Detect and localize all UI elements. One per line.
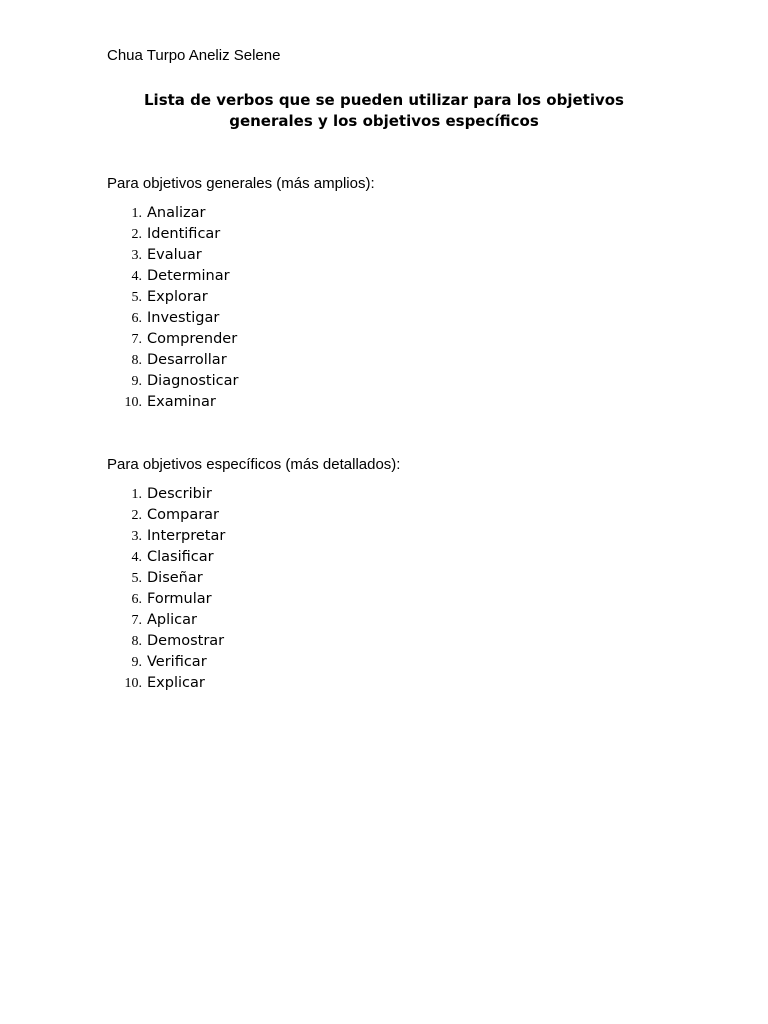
item-number: 7.: [131, 332, 142, 347]
item-number: 10.: [124, 676, 142, 691]
item-verb: Diagnosticar: [147, 373, 239, 389]
item-verb: Interpretar: [147, 528, 226, 544]
item-number: 4.: [131, 550, 142, 565]
list-item: [107, 568, 407, 589]
list-item: [107, 673, 407, 694]
list-item: [107, 245, 407, 266]
list-item: [107, 526, 407, 547]
general-objectives-intro: Para objetivos generales (más amplios):: [107, 175, 375, 192]
item-number: 3.: [131, 529, 142, 544]
item-number: 8.: [131, 353, 142, 368]
item-number: 6.: [131, 592, 142, 607]
list-item: [107, 652, 407, 673]
list-item: [107, 308, 407, 329]
item-verb: Explorar: [147, 289, 208, 305]
item-number: 3.: [131, 248, 142, 263]
list-item: [107, 547, 407, 568]
list-item: [107, 287, 407, 308]
item-number: 7.: [131, 613, 142, 628]
list-item: [107, 589, 407, 610]
item-verb: Explicar: [147, 675, 205, 691]
item-verb: Desarrollar: [147, 352, 227, 368]
item-verb: Determinar: [147, 268, 230, 284]
item-verb: Comprender: [147, 331, 238, 347]
item-verb: Examinar: [147, 394, 216, 410]
item-number: 6.: [131, 311, 142, 326]
item-verb: Analizar: [147, 205, 206, 221]
item-number: 9.: [131, 655, 142, 670]
item-verb: Verificar: [147, 654, 207, 670]
item-verb: Identificar: [147, 226, 221, 242]
list-item: [107, 350, 407, 371]
item-verb: Describir: [147, 486, 212, 502]
list-item: [107, 631, 407, 652]
list-item: [107, 505, 407, 526]
item-verb: Diseñar: [147, 570, 203, 586]
list-item: [107, 371, 407, 392]
item-verb: Formular: [147, 591, 212, 607]
item-number: 8.: [131, 634, 142, 649]
list-item: [107, 610, 407, 631]
list-item: [107, 203, 407, 224]
item-number: 1.: [131, 206, 142, 221]
list-item: [107, 224, 407, 245]
general-verbs-list: [107, 203, 407, 413]
list-item: [107, 266, 407, 287]
item-number: 5.: [131, 571, 142, 586]
title-line: Lista de verbos que se pueden utilizar para los objetivos: [144, 91, 624, 109]
item-number: 2.: [131, 508, 142, 523]
item-verb: Comparar: [147, 507, 220, 523]
document-title: [107, 90, 661, 132]
specific-verbs-list: [107, 484, 407, 694]
specific-objectives-intro: Para objetivos específicos (más detallados):: [107, 456, 401, 473]
list-item: [107, 392, 407, 413]
item-number: 5.: [131, 290, 142, 305]
item-number: 1.: [131, 487, 142, 502]
list-item: [107, 484, 407, 505]
title-line: generales y los objetivos específicos: [229, 112, 539, 130]
item-verb: Clasificar: [147, 549, 214, 565]
list-item: [107, 329, 407, 350]
item-number: 9.: [131, 374, 142, 389]
item-number: 10.: [124, 395, 142, 410]
item-verb: Demostrar: [147, 633, 225, 649]
item-number: 2.: [131, 227, 142, 242]
item-verb: Investigar: [147, 310, 220, 326]
item-verb: Aplicar: [147, 612, 197, 628]
author-name: Chua Turpo Aneliz Selene: [107, 47, 281, 64]
item-number: 4.: [131, 269, 142, 284]
item-verb: Evaluar: [147, 247, 202, 263]
